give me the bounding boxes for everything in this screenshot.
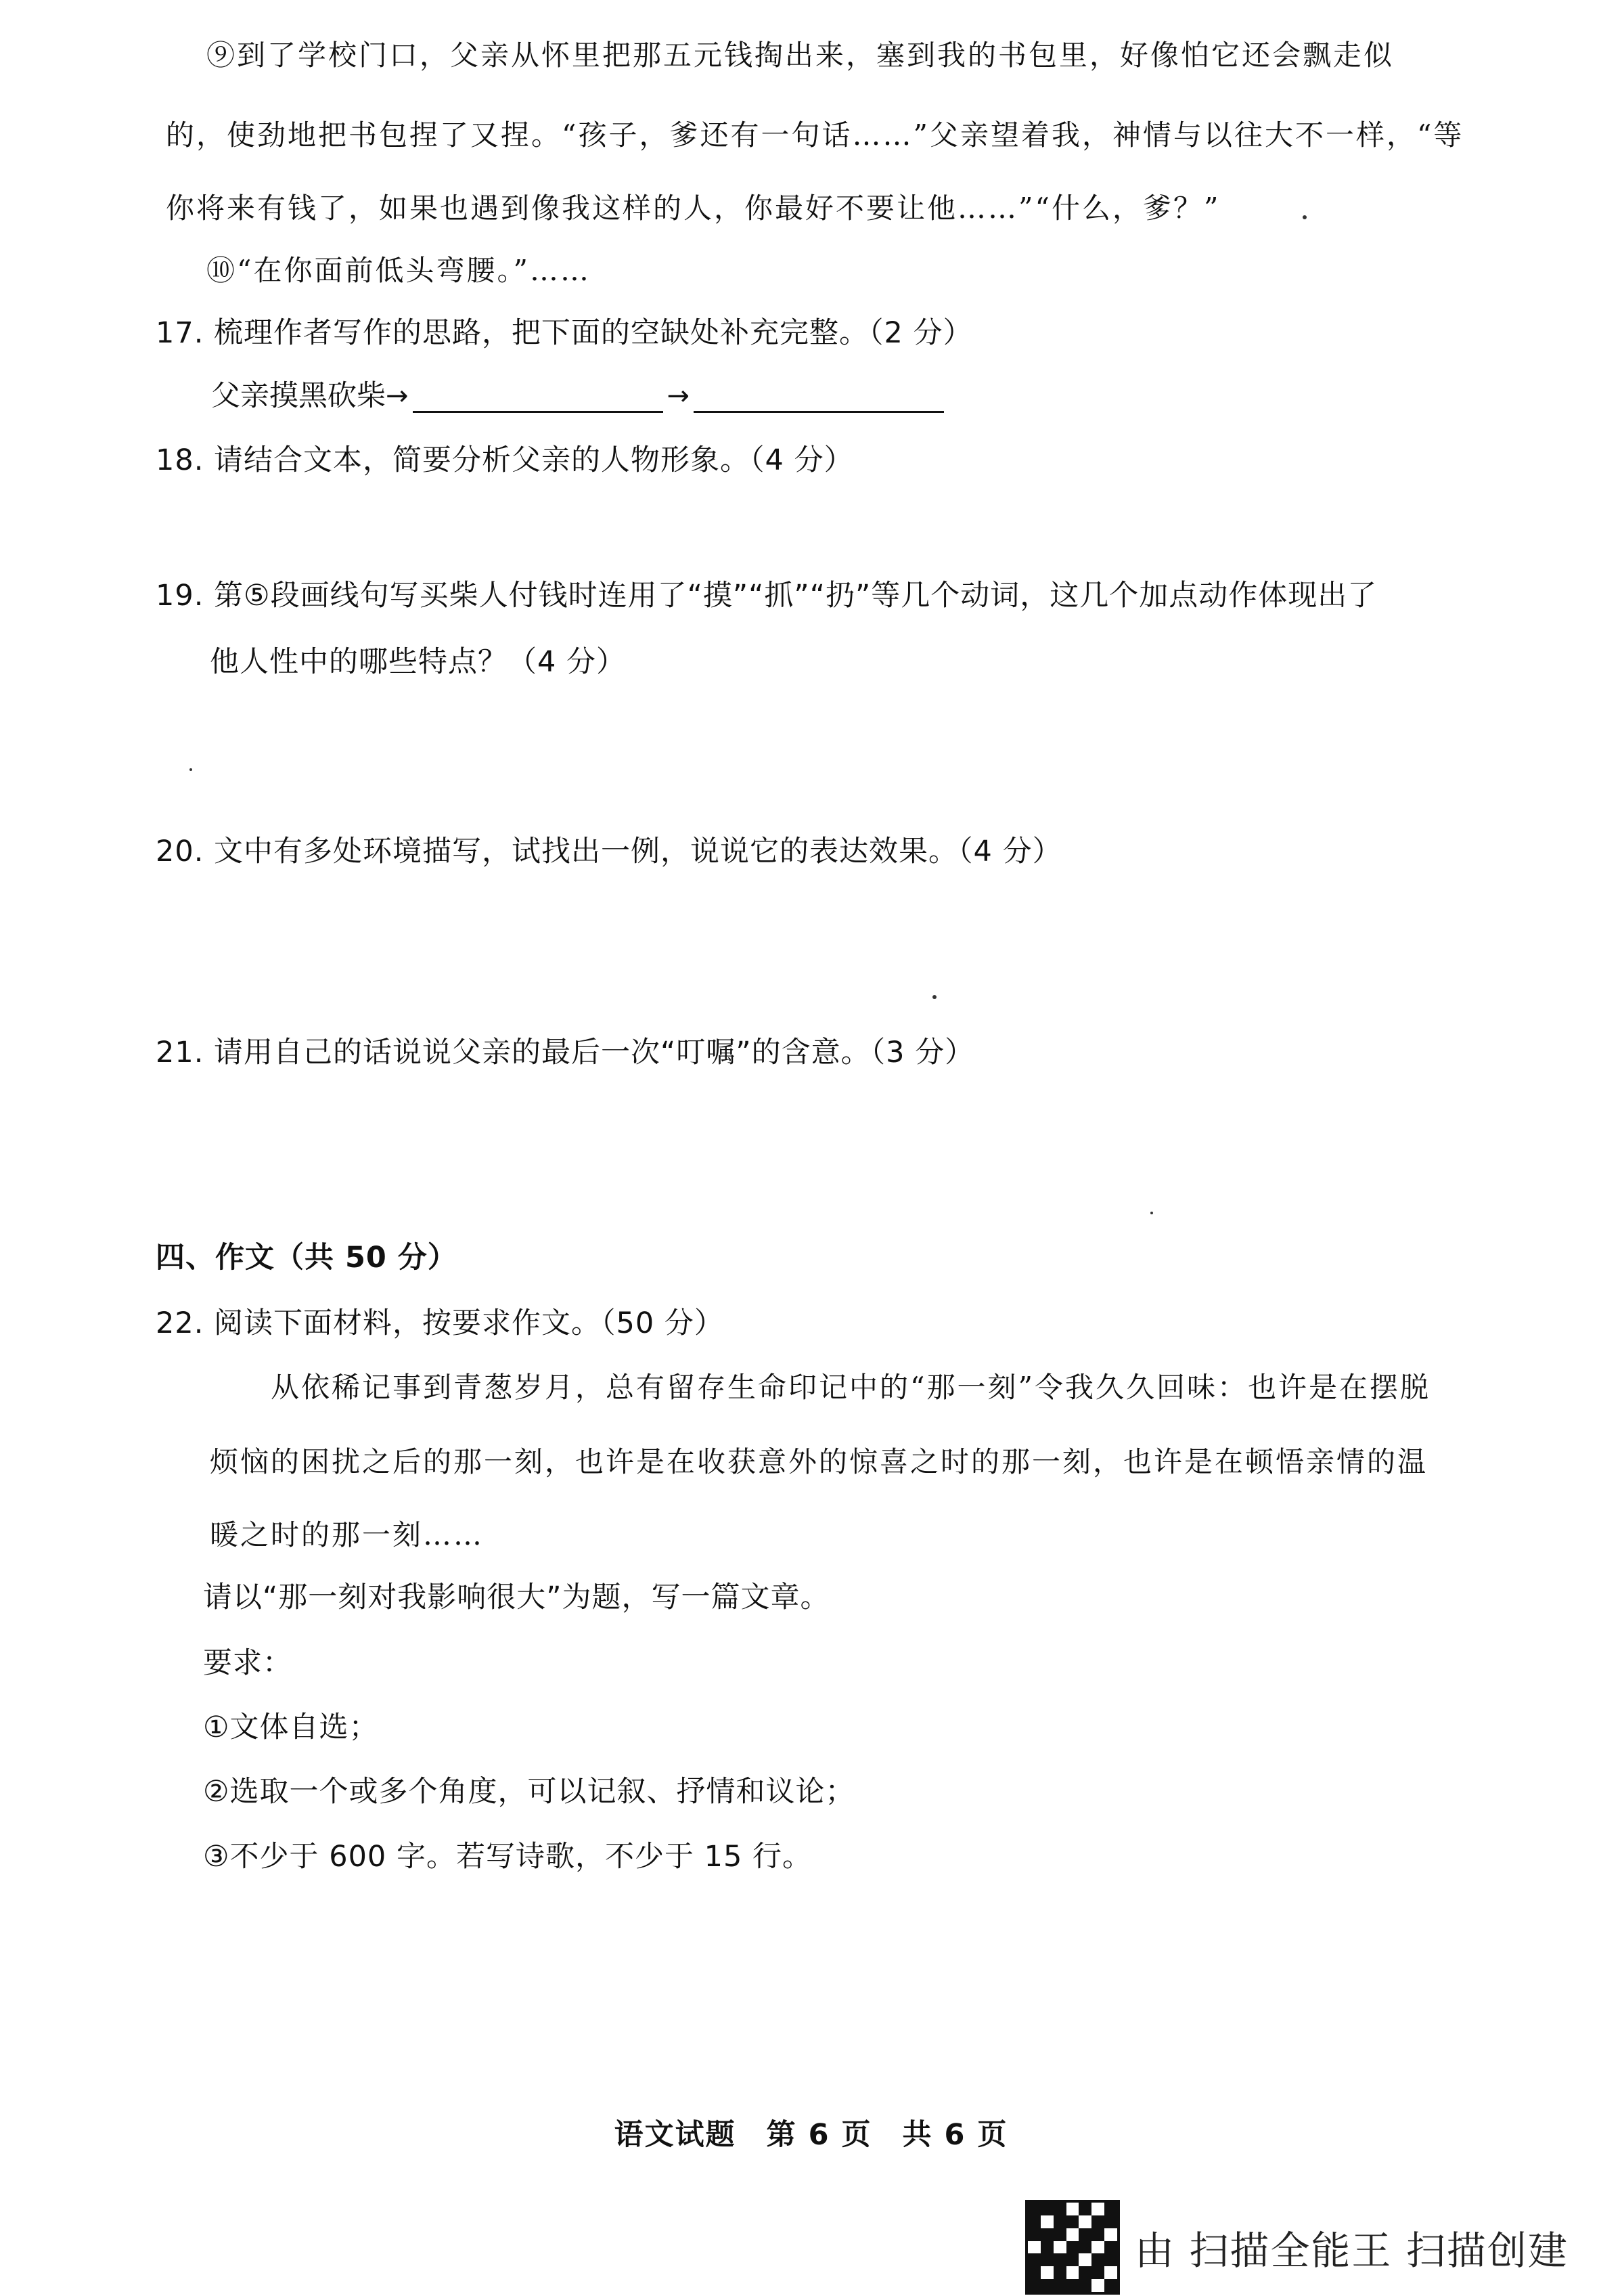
arrow-right-icon: → — [667, 380, 690, 412]
question-22: 22. 阅读下面材料，按要求作文。（50 分） — [156, 1306, 724, 1340]
qr-code-icon — [1025, 2200, 1120, 2295]
scan-speck — [1303, 215, 1307, 219]
question-17: 17. 梳理作者写作的思路，把下面的空缺处补充完整。（2 分） — [156, 316, 973, 350]
section-title-essay: 四、作文（共 50 分） — [156, 1241, 457, 1275]
question-19-line-1: 19. 第⑤段画线句写买柴人付钱时连用了“摸”“抓”“扔”等几个动词，这几个加点动作体现出了 — [156, 579, 1378, 613]
essay-material-line-3: 暖之时的那一刻…… — [210, 1518, 485, 1551]
answer-blank-2[interactable] — [694, 380, 944, 413]
page-footer: 语文试题 第 6 页 共 6 页 — [614, 2118, 1008, 2152]
passage-paragraph-9-line-1: ⑨到了学校门口，父亲从怀里把那五元钱掏出来，塞到我的书包里，好像怕它还会飘走似 — [206, 39, 1395, 72]
requirements-label: 要求： — [203, 1646, 292, 1680]
watermark-text: 由 扫描全能王 扫描创建 — [1135, 2228, 1569, 2274]
essay-material-line-1: 从依稀记事到青葱岁月，总有留存生命印记中的“那一刻”令我久久回味：也许是在摆脱 — [271, 1371, 1430, 1404]
question-19-line-2: 他人性中的哪些特点？（4 分） — [210, 645, 627, 679]
arrow-right-icon: → — [386, 380, 409, 412]
scanner-watermark — [1025, 2200, 1569, 2295]
scan-speck — [189, 768, 192, 771]
passage-paragraph-10: ⑩“在你面前低头弯腰。”…… — [206, 254, 591, 287]
question-20: 20. 文中有多处环境描写，试找出一例，说说它的表达效果。（4 分） — [156, 835, 1062, 868]
scan-speck — [1150, 1212, 1153, 1214]
passage-paragraph-9-line-2: 的，使劲地把书包捏了又捏。“孩子，爹还有一句话……”父亲望着我，神情与以往大不一样，“等 — [166, 118, 1464, 152]
essay-material-line-2: 烦恼的困扰之后的那一刻，也许是在收获意外的惊喜之时的那一刻，也许是在顿悟亲情的温 — [210, 1445, 1428, 1478]
question-18: 18. 请结合文本，简要分析父亲的人物形象。（4 分） — [156, 443, 854, 477]
answer-blank-1[interactable] — [413, 380, 663, 413]
passage-paragraph-9-line-3: 你将来有钱了，如果也遇到像我这样的人，你最好不要让他……”“什么，爹？” — [166, 192, 1221, 225]
question-21: 21. 请用自己的话说说父亲的最后一次“叮嘱”的含意。（3 分） — [156, 1036, 975, 1069]
requirement-1: ①文体自选； — [203, 1710, 379, 1744]
requirement-2: ②选取一个或多个角度，可以记叙、抒情和议论； — [203, 1775, 855, 1809]
scan-speck — [932, 995, 937, 999]
requirement-3: ③不少于 600 字。若写诗歌，不少于 15 行。 — [203, 1840, 813, 1874]
question-17-flow-start: 父亲摸黑砍柴 — [211, 379, 386, 413]
essay-prompt: 请以“那一刻对我影响很大”为题，写一篇文章。 — [203, 1581, 830, 1614]
question-17-flow — [211, 376, 948, 416]
